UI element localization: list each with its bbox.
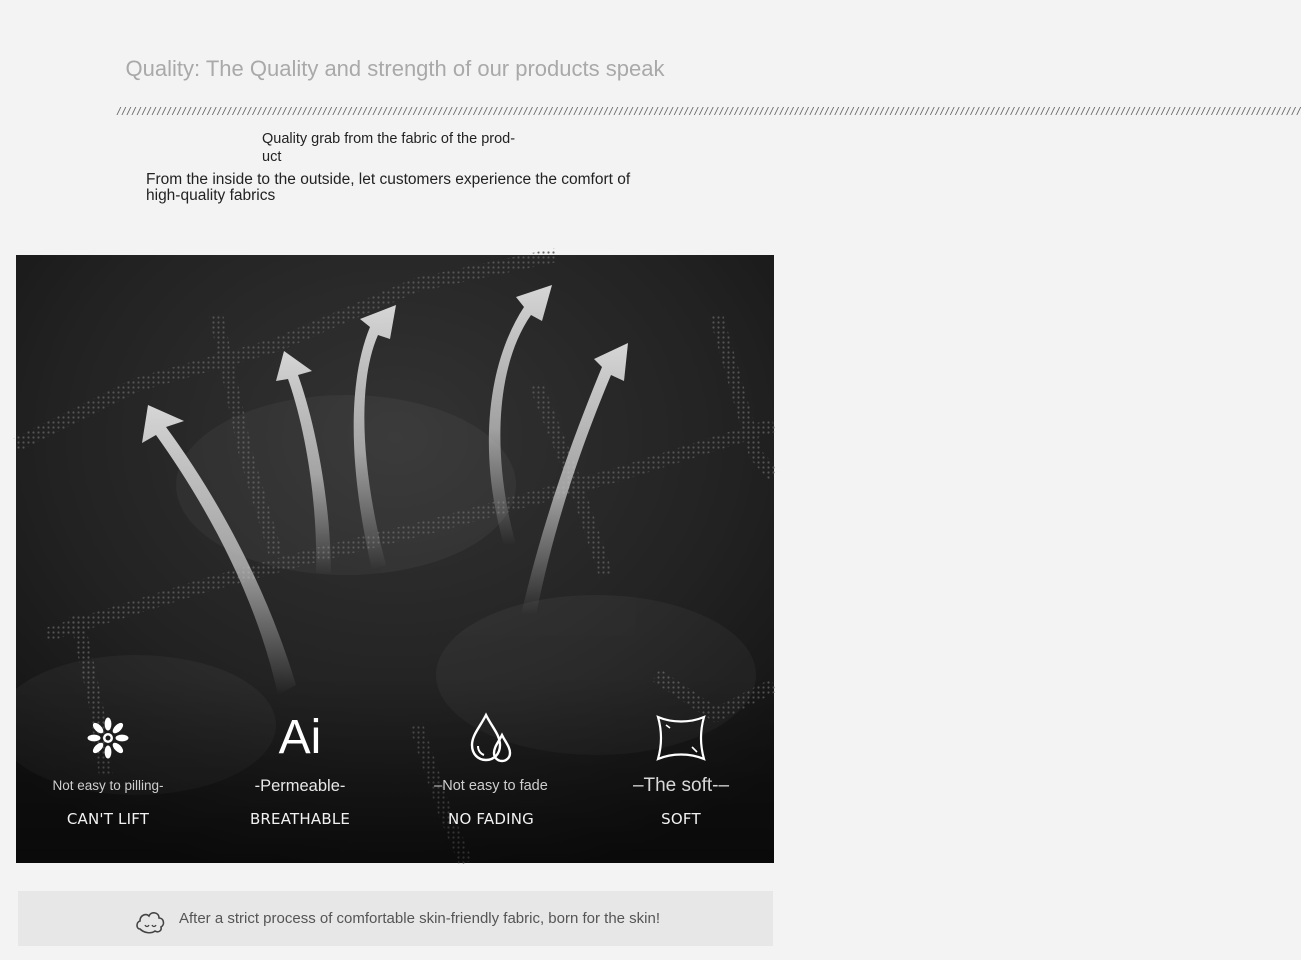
feature-cant-lift xyxy=(18,710,198,828)
subtitle-comfort: From the inside to the outside, let customers experience the comfort of high-quality fabrics xyxy=(146,171,631,204)
feature-label-breathable: BREATHABLE xyxy=(249,810,351,828)
feature-sub-soft: –The soft-– xyxy=(632,775,730,796)
feature-sub-pilling: Not easy to pilling- xyxy=(52,778,164,793)
footer-text: After a strict process of comfortable skin-friendly fabric, born for the skin! xyxy=(179,910,661,927)
feature-label-no-fading: NO FADING xyxy=(448,810,534,828)
ai-text-icon: Ai xyxy=(278,711,322,764)
feature-label-cant-lift: CAN'T LIFT xyxy=(66,810,150,828)
pillow-icon xyxy=(654,713,708,763)
cloud-face-icon xyxy=(135,909,165,935)
feature-label-soft: SOFT xyxy=(661,810,701,828)
subtitle-product-fabric: Quality grab from the fabric of the prod-uct xyxy=(262,131,516,165)
header-title: Quality: The Quality and strength of our products speak xyxy=(125,56,665,81)
fabric-image-panel xyxy=(16,255,774,863)
feature-sub-fade: –Not easy to fade xyxy=(434,778,548,794)
feature-no-fading xyxy=(401,710,581,828)
flower-icon xyxy=(87,717,129,759)
slash-divider: //////////////////////////////////////////////////////////////////////////////////////////////////////////////////////////////////////////////////////////////////////////////////////////////////////////////////////////////////////////// xyxy=(116,106,1301,117)
water-drops-icon xyxy=(468,713,514,763)
feature-sub-permeable: -Permeable- xyxy=(254,777,346,795)
footer-banner xyxy=(18,891,773,946)
feature-soft xyxy=(591,710,771,828)
feature-breathable xyxy=(210,710,390,828)
